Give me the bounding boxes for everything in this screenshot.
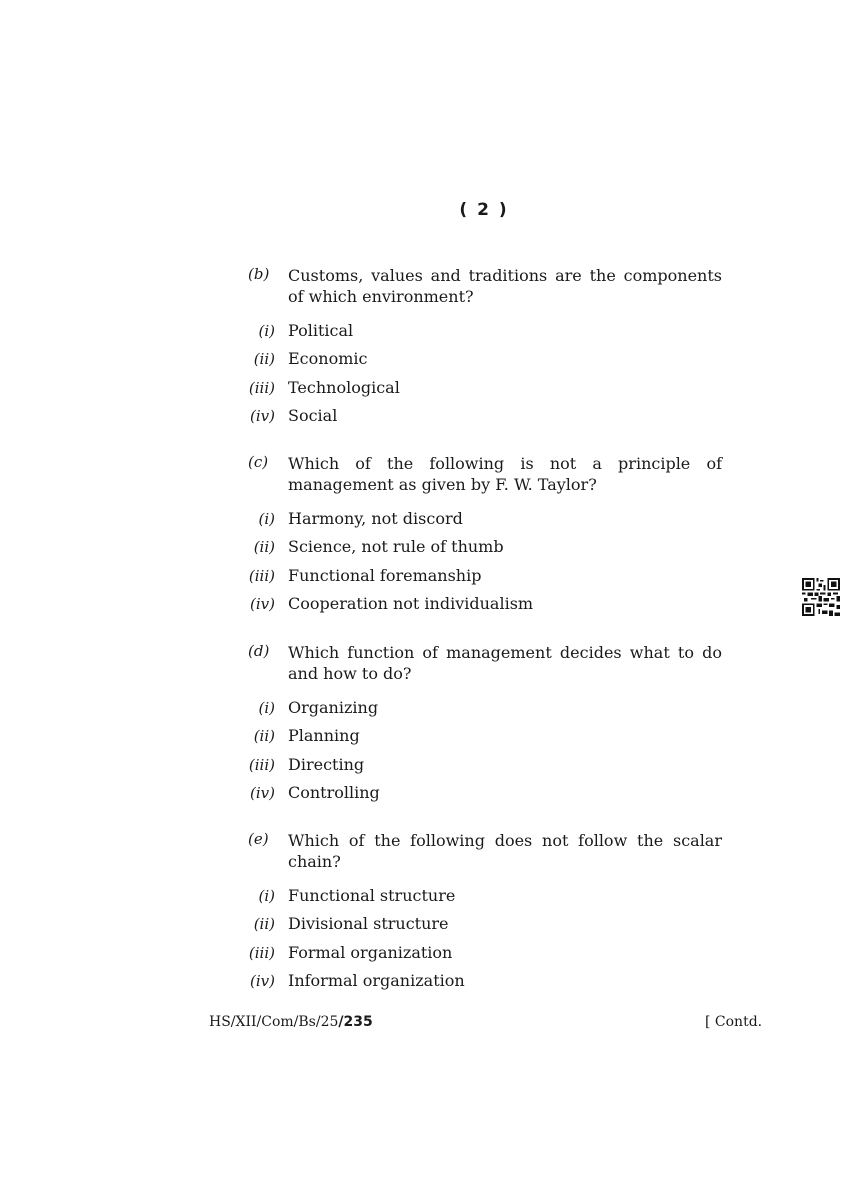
option-number: (iii): [248, 755, 275, 774]
option-text: Political: [288, 321, 354, 340]
question-label: (b): [248, 265, 270, 283]
option-text: Cooperation not individualism: [288, 593, 534, 613]
option-item: [258, 321, 722, 349]
option-item: [253, 537, 722, 565]
options-list: [248, 321, 722, 434]
option-text: Directing: [288, 754, 365, 774]
option-item: [253, 914, 722, 942]
option-text: Functional structure: [288, 886, 456, 905]
question-text: Which of the following does not follow the scalar chain?: [288, 831, 722, 871]
option-item: [248, 377, 722, 406]
option-text: Divisional structure: [288, 914, 449, 934]
option-number: (iii): [248, 378, 275, 397]
option-text: Controlling: [288, 782, 380, 802]
paper-code-prefix: HS/XII/Com/Bs/25: [209, 1014, 339, 1030]
option-text: Science, not rule of thumb: [288, 537, 504, 557]
option-text: Functional foremanship: [288, 565, 482, 585]
option-number: (ii): [253, 915, 275, 934]
option-number: (i): [258, 322, 275, 340]
question-c: [248, 453, 722, 622]
question-label: (c): [248, 453, 269, 471]
question-text: Customs, values and traditions are the components of which environment?: [288, 266, 722, 306]
option-text: Economic: [288, 349, 368, 369]
options-list: [248, 698, 722, 811]
option-text: Social: [288, 405, 338, 425]
option-item: [253, 349, 722, 377]
option-number: (i): [258, 887, 275, 905]
option-text: Informal organization: [288, 970, 465, 990]
question-label: (e): [248, 830, 269, 848]
qr-code-icon: [802, 578, 840, 616]
option-number: (ii): [253, 727, 275, 746]
option-number: (iv): [250, 594, 275, 613]
question-e: [248, 830, 722, 999]
question-b: [248, 265, 722, 434]
question-text: Which of the following is not a principle of management as given by F. W. Taylor?: [288, 454, 722, 494]
option-number: (i): [258, 699, 275, 717]
option-number: (iv): [250, 971, 275, 990]
option-text: Planning: [288, 726, 360, 746]
option-text: Harmony, not discord: [288, 509, 463, 528]
option-text: Formal organization: [288, 942, 453, 962]
option-number: (ii): [253, 350, 275, 369]
option-number: (iii): [248, 943, 275, 962]
option-number: (i): [258, 510, 275, 528]
option-number: (iii): [248, 566, 275, 585]
option-item: [253, 726, 722, 754]
option-item: [248, 565, 722, 594]
question-label: (d): [248, 642, 270, 660]
option-text: Technological: [288, 377, 400, 397]
option-item: [250, 782, 722, 811]
question-d: [248, 642, 722, 811]
option-item: [250, 593, 722, 622]
option-item: [258, 886, 722, 914]
option-item: [258, 509, 722, 537]
option-item: [250, 970, 722, 999]
paper-code: [209, 1014, 373, 1030]
options-list: [248, 509, 722, 622]
continued-note: [ Contd.: [705, 1014, 763, 1030]
option-item: [258, 698, 722, 726]
option-item: [248, 942, 722, 971]
option-item: [250, 405, 722, 434]
page-number: ( 2 ): [459, 200, 509, 220]
question-text: Which function of management decides what to do and how to do?: [288, 643, 722, 683]
option-item: [248, 754, 722, 783]
options-list: [248, 886, 722, 999]
paper-code-suffix: /235: [338, 1014, 373, 1030]
option-text: Organizing: [288, 698, 379, 717]
option-number: (iv): [250, 406, 275, 425]
option-number: (iv): [250, 783, 275, 802]
option-number: (ii): [253, 538, 275, 557]
